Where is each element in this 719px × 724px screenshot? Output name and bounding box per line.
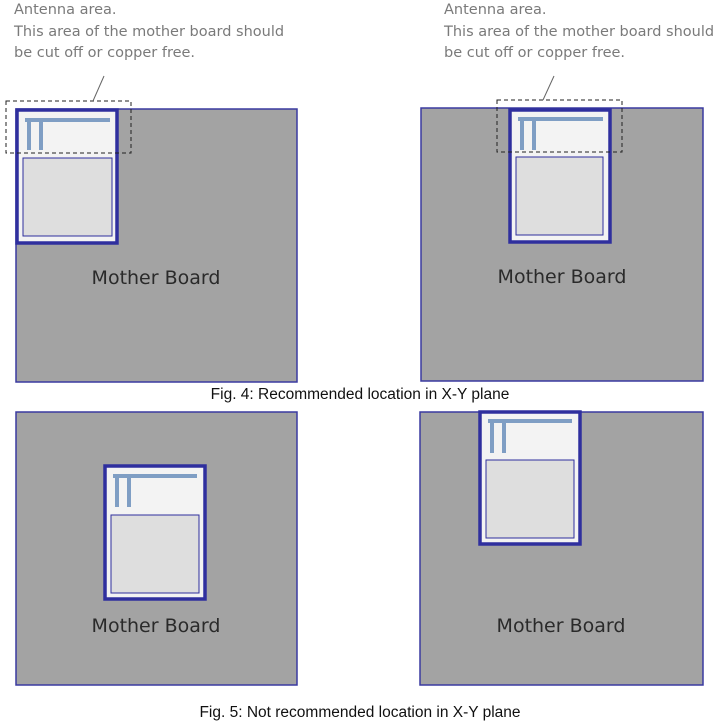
- antenna-note-line-1: Antenna area.: [14, 2, 117, 18]
- mother-board-label: Mother Board: [91, 267, 221, 289]
- antenna-note-line-1: Antenna area.: [444, 2, 547, 18]
- module-chip: [486, 460, 574, 538]
- module: [17, 110, 117, 243]
- fig4-caption: Fig. 4: Recommended location in X-Y plane: [210, 386, 510, 403]
- callout-leader-line: [93, 76, 104, 101]
- mother-board-label: Mother Board: [496, 615, 626, 637]
- antenna-note-line-2: This area of the mother board should: [14, 24, 285, 40]
- mother-board-label: Mother Board: [91, 615, 221, 637]
- mother-board-label: Mother Board: [497, 266, 627, 288]
- fig4-left-panel: [6, 2, 297, 382]
- antenna-note-line-2: This area of the mother board should: [444, 24, 715, 40]
- callout-leader-line: [543, 76, 554, 100]
- antenna-note-line-3: be cut off or copper free.: [444, 45, 626, 61]
- module-chip: [111, 515, 199, 593]
- module: [105, 466, 205, 599]
- module-chip: [23, 158, 112, 236]
- module: [480, 412, 580, 544]
- fig4-right-panel: [421, 2, 714, 381]
- fig5-right-panel: [420, 412, 703, 685]
- fig5-left-panel: [16, 412, 297, 685]
- fig5-caption: Fig. 5: Not recommended location in X-Y plane: [199, 704, 521, 721]
- module-chip: [516, 157, 603, 235]
- module: [510, 110, 610, 242]
- antenna-note-line-3: be cut off or copper free.: [14, 45, 196, 61]
